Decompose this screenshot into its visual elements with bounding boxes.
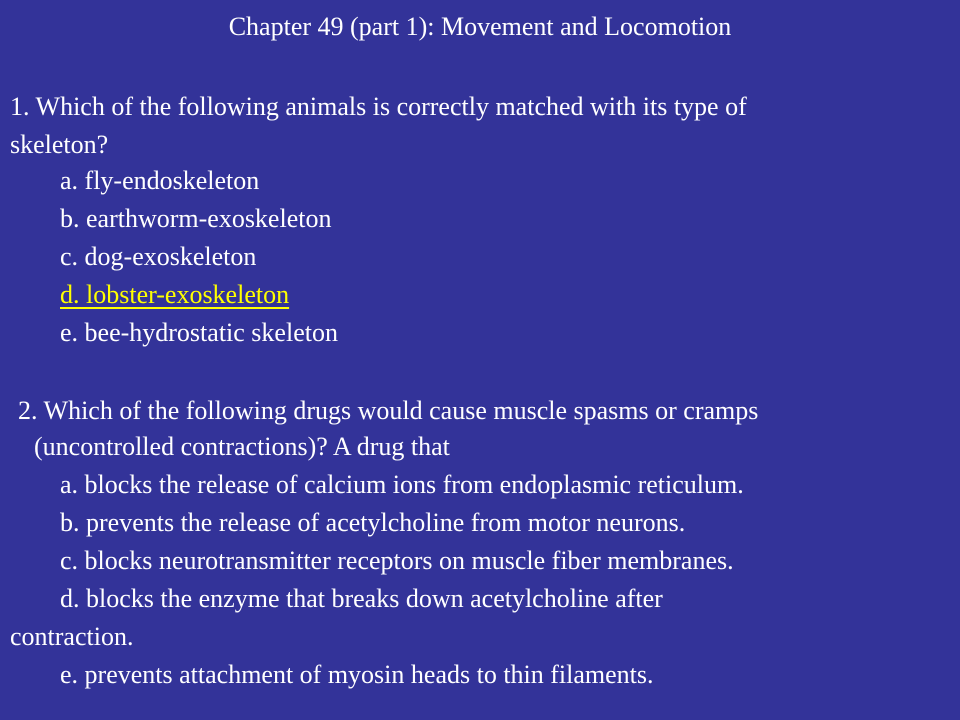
question-2-stem-line-1: 2. Which of the following drugs would cause muscle spasms or cramps (18, 396, 759, 425)
question-2-option-e: e. prevents attachment of myosin heads to thin filaments. (60, 660, 654, 689)
slide-title: Chapter 49 (part 1): Movement and Locomotion (228, 12, 732, 41)
question-1-stem-line-1: 1. Which of the following animals is correctly matched with its type of (10, 92, 747, 121)
question-1-option-a: a. fly-endoskeleton (60, 166, 260, 195)
question-1-option-c: c. dog-exoskeleton (60, 242, 257, 271)
question-2-option-b: b. prevents the release of acetylcholine from motor neurons. (60, 508, 686, 537)
question-1-option-d-correct-answer: d. lobster-exoskeleton (60, 280, 290, 309)
question-2-stem-line-2: (uncontrolled contractions)? A drug that (34, 432, 450, 461)
question-2-option-a: a. blocks the release of calcium ions from endoplasmic reticulum. (60, 470, 744, 499)
question-2-option-c: c. blocks neurotransmitter receptors on muscle fiber membranes. (60, 546, 734, 575)
question-1-stem-line-2: skeleton? (10, 130, 109, 159)
question-2-option-d-line-1: d. blocks the enzyme that breaks down acetylcholine after (60, 584, 663, 613)
question-1-option-b: b. earthworm-exoskeleton (60, 204, 332, 233)
question-2-option-d-line-2: contraction. (10, 622, 134, 651)
question-1-option-e: e. bee-hydrostatic skeleton (60, 318, 338, 347)
